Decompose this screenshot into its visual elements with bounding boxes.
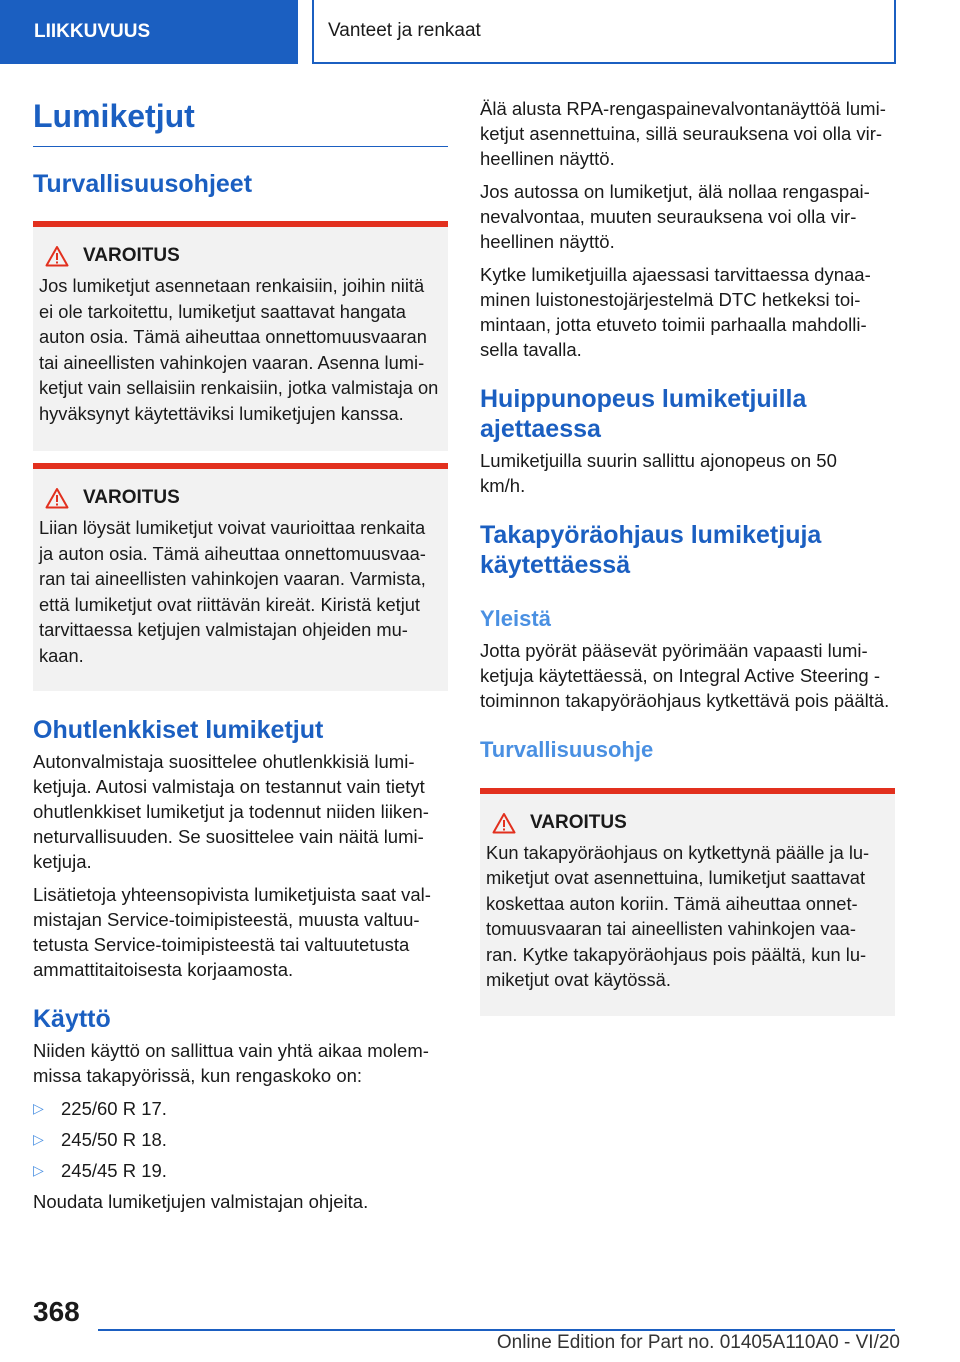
warning-label: VAROITUS xyxy=(530,811,627,833)
general-heading: Yleistä xyxy=(480,606,551,631)
tyre-size-list xyxy=(33,1096,448,1183)
list-item-text: 245/50 R 18. xyxy=(61,1129,167,1150)
bullet-triangle-icon: ▷ xyxy=(33,1131,44,1147)
top-speed-heading: Huippunopeus lumiketjuilla ajettaessa xyxy=(480,385,807,443)
fine-chains-heading: Ohutlenkkiset lumiketjut xyxy=(33,716,324,744)
list-item xyxy=(33,1096,448,1121)
footer-divider xyxy=(98,1329,895,1331)
bullet-triangle-icon: ▷ xyxy=(33,1100,44,1116)
warning-box-2 xyxy=(33,463,448,691)
warning-text: Kun takapyöräohjaus on kytkettynä päälle ja lu-miketjut ovat asennettuina, lumiketjut saattavat koskettaa auton koriin. Tämä aiheuttaa onnet-tomuusvaaran tai aineellisten vahinkojen vaa-ran. Kytke takapyöräohjaus pois päältä, kun lu-miketjut ovat käytössä. xyxy=(486,841,870,991)
page-title: Lumiketjut xyxy=(33,96,448,147)
footer-edition: Online Edition for Part no. 01405A110A0 - VI/20 xyxy=(496,1332,900,1353)
warning-triangle-icon xyxy=(45,487,69,509)
warning-label: VAROITUS xyxy=(83,245,180,266)
header-chapter-tab xyxy=(312,0,896,64)
header-chapter-label: Vanteet ja renkaat xyxy=(328,20,481,41)
list-item xyxy=(33,1127,448,1152)
left-column xyxy=(33,96,448,1214)
list-item-text: 225/60 R 17. xyxy=(61,1098,167,1119)
fine-chains-paragraph-2: Lisätietoja yhteensopivista lumiketjuista saat val-mistajan Service-toimipisteestä, muusta valtuu-tetusta Service-toimipisteestä tai valtuutetusta ammattitaitoisesta korjaamosta. xyxy=(33,884,431,980)
tpm-paragraph: Jos autossa on lumiketjut, älä nollaa rengaspai-nevalvontaa, muuten seurauksena voi olla vir-heellinen näyttö. xyxy=(480,181,870,252)
warning-title xyxy=(39,487,440,509)
warning-title xyxy=(39,245,440,267)
rpa-paragraph: Älä alusta RPA-rengaspainevalvontanäyttöä lumi-ketjut asennettuina, sillä seurauksena voi olla vir-heellinen näyttö. xyxy=(480,98,886,169)
usage-note: Noudata lumiketjujen valmistajan ohjeita. xyxy=(33,1191,369,1212)
usage-heading: Käyttö xyxy=(33,1005,111,1033)
warning-text: Liian löysät lumiketjut voivat vaurioittaa renkaita ja auton osia. Tämä aiheuttaa onnettomuusvaa-ran tai aineellisten vahinkojen vaaran. Varmista, että lumiketjut ovat riittävän kireät. Kiristä ketjut tarvittaessa ketjujen valmistajan ohjeiden mu-kaan. xyxy=(39,517,426,666)
warning-label: VAROITUS xyxy=(83,487,180,508)
warning-box-1 xyxy=(33,221,448,451)
warning-triangle-icon xyxy=(45,245,69,267)
usage-paragraph: Niiden käyttö on sallittua vain yhtä aikaa molem-missa takapyörissä, kun rengaskoko on: xyxy=(33,1040,429,1086)
warning-triangle-icon xyxy=(492,812,516,834)
list-item xyxy=(33,1158,448,1183)
list-item-text: 245/45 R 19. xyxy=(61,1160,167,1181)
safety-heading: Turvallisuusohjeet xyxy=(33,170,253,198)
header-section-label: LIIKKUVUUS xyxy=(34,21,151,42)
dtc-paragraph: Kytke lumiketjuilla ajaessasi tarvittaessa dynaa-minen luistonestojärjestelmä DTC hetkeksi toi-mintaan, jotta etuveto toimii parhaalla mahdolli-sella tavalla. xyxy=(480,264,871,360)
rear-steering-heading: Takapyöräohjaus lumiketjuja käytettäessä xyxy=(480,521,822,579)
bullet-triangle-icon: ▷ xyxy=(33,1162,44,1178)
general-paragraph: Jotta pyörät pääsevät pyörimään vapaasti lumi-ketjuja käytettäessä, on Integral Active Steering -toiminnon takapyöräohjaus kytkettävä pois päältä. xyxy=(480,640,890,712)
warning-title xyxy=(486,812,887,834)
right-column xyxy=(480,96,895,1016)
fine-chains-paragraph-1: Autonvalmistaja suosittelee ohutlenkkisiä lumi-ketjuja. Autosi valmistaja on testannut vain tietyt ohutlenkkiset lumiketjut ja todennut niiden liiken-neturvallisuuden. Se suosittelee vain näitä lumi-ketjuja. xyxy=(33,751,429,872)
warning-text: Jos lumiketjut asennetaan renkaisiin, joihin niitä ei ole tarkoitettu, lumiketjut saattavat hangata auton osia. Tämä aiheuttaa onnettomuusvaaran tai aineellisten vahinkojen vaaran. Asenna lumi-ketjut vain sellaisiin renkaisiin, jotka valmistaja on hyväksynyt käytettäviksi lumiketjujen kanssa. xyxy=(39,275,439,424)
page-number: 368 xyxy=(33,1296,80,1327)
warning-box-3 xyxy=(480,788,895,1016)
header-section-tab xyxy=(0,0,298,64)
top-speed-paragraph: Lumiketjuilla suurin sallittu ajonopeus on 50 km/h. xyxy=(480,450,837,496)
safety-note-heading: Turvallisuusohje xyxy=(480,737,654,763)
